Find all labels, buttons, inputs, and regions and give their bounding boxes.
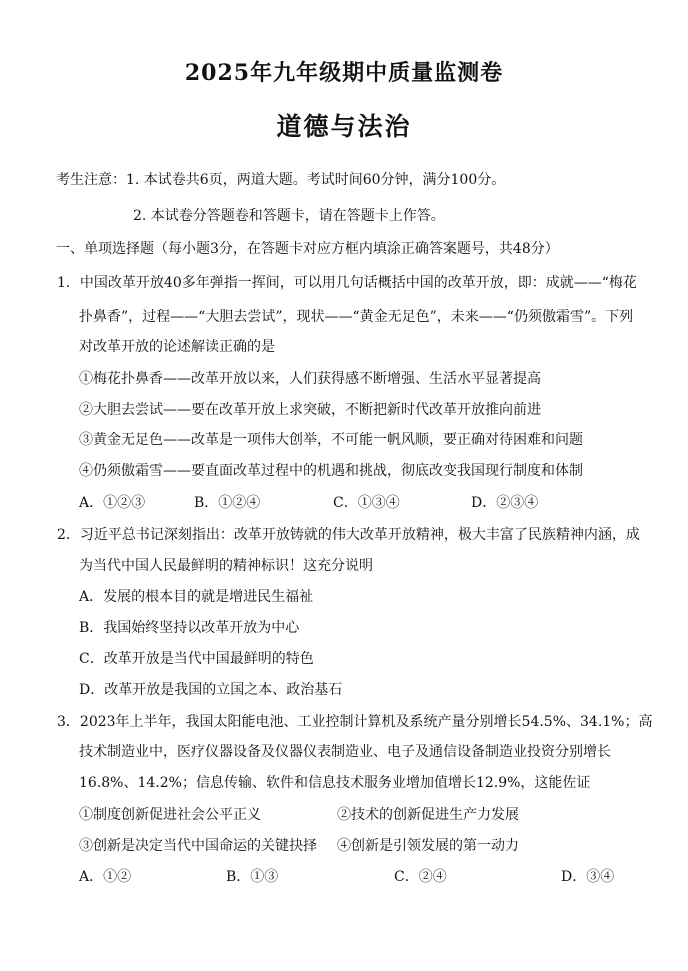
- notice-line-2: 2. 本试卷分答题卷和答题卡，请在答题卡上作答。: [133, 208, 445, 224]
- q1-stem-line-1: 1．中国改革开放40多年弹指一挥间，可以用几句话概括中国的改革开放，即：成就——“梅花: [57, 275, 637, 291]
- q3-option-d: D．③④: [561, 869, 615, 885]
- q3-statement-1: ①制度创新促进社会公平正义: [79, 807, 261, 823]
- q1-stem-line-2: 扑鼻香”，过程——“大胆去尝试”，现状——“黄金无足色”，未来——“仍须傲霜雪”。下列: [79, 309, 634, 325]
- section-heading: 一、单项选择题（每小题3分，在答题卡对应方框内填涂正确答案题号，共48分）: [56, 241, 559, 257]
- q2-option-b: B．我国始终坚持以改革开放为中心: [79, 620, 300, 636]
- q3-statement-2: ②技术的创新促进生产力发展: [337, 807, 519, 823]
- q1-stem-line-3: 对改革开放的论述解读正确的是: [79, 339, 275, 355]
- q3-statement-4: ④创新是引领发展的第一动力: [337, 838, 519, 854]
- q1-statement-3: ③黄金无足色——改革是一项伟大创举，不可能一帆风顺，要正确对待困难和问题: [79, 432, 583, 448]
- q3-option-b: B．①③: [226, 869, 279, 885]
- q1-statement-1: ①梅花扑鼻香——改革开放以来，人们获得感不断增强、生活水平显著提高: [79, 371, 541, 387]
- q3-stem-line-1: 3．2023年上半年，我国太阳能电池、工业控制计算机及系统产量分别增长54.5%、34.1%；高: [57, 714, 653, 730]
- q1-option-b: B．①②④: [194, 495, 261, 511]
- q2-stem-line-2: 为当代中国人民最鲜明的精神标识！这充分说明: [79, 558, 373, 574]
- subject-title: 道德与法治: [276, 112, 412, 141]
- exam-title: 2025年九年级期中质量监测卷: [184, 60, 504, 86]
- q1-option-a: A．①②③: [79, 495, 146, 511]
- q2-option-a: A．发展的根本目的就是增进民生福祉: [79, 589, 314, 605]
- q1-statement-2: ②大胆去尝试——要在改革开放上求突破，不断把新时代改革开放推向前进: [79, 402, 541, 418]
- q1-option-d: D．②③④: [471, 495, 539, 511]
- q1-statement-4: ④仍须傲霜雪——要直面改革过程中的机遇和挑战，彻底改变我国现行制度和体制: [79, 463, 583, 479]
- notice-line-1: 考生注意：1. 本试卷共6页，两道大题。考试时间60分钟，满分100分。: [56, 172, 506, 188]
- q2-option-c: C．改革开放是当代中国最鲜明的特色: [79, 651, 314, 667]
- q2-stem-line-1: 2．习近平总书记深刻指出：改革开放铸就的伟大改革开放精神，极大丰富了民族精神内涵，成: [57, 527, 640, 543]
- q3-statement-3: ③创新是决定当代中国命运的关键抉择: [79, 838, 317, 854]
- q2-option-d: D．改革开放是我国的立国之本、政治基石: [79, 682, 343, 698]
- q3-stem-line-3: 16.8%、14.2%；信息传输、软件和信息技术服务业增加值增长12.9%，这能佐证: [79, 775, 591, 791]
- q3-option-a: A．①②: [79, 869, 132, 885]
- q1-option-c: C．①③④: [333, 495, 400, 511]
- q3-stem-line-2: 技术制造业中，医疗仪器设备及仪器仪表制造业、电子及通信设备制造业投资分别增长: [79, 744, 611, 760]
- q3-option-c: C．②④: [394, 869, 447, 885]
